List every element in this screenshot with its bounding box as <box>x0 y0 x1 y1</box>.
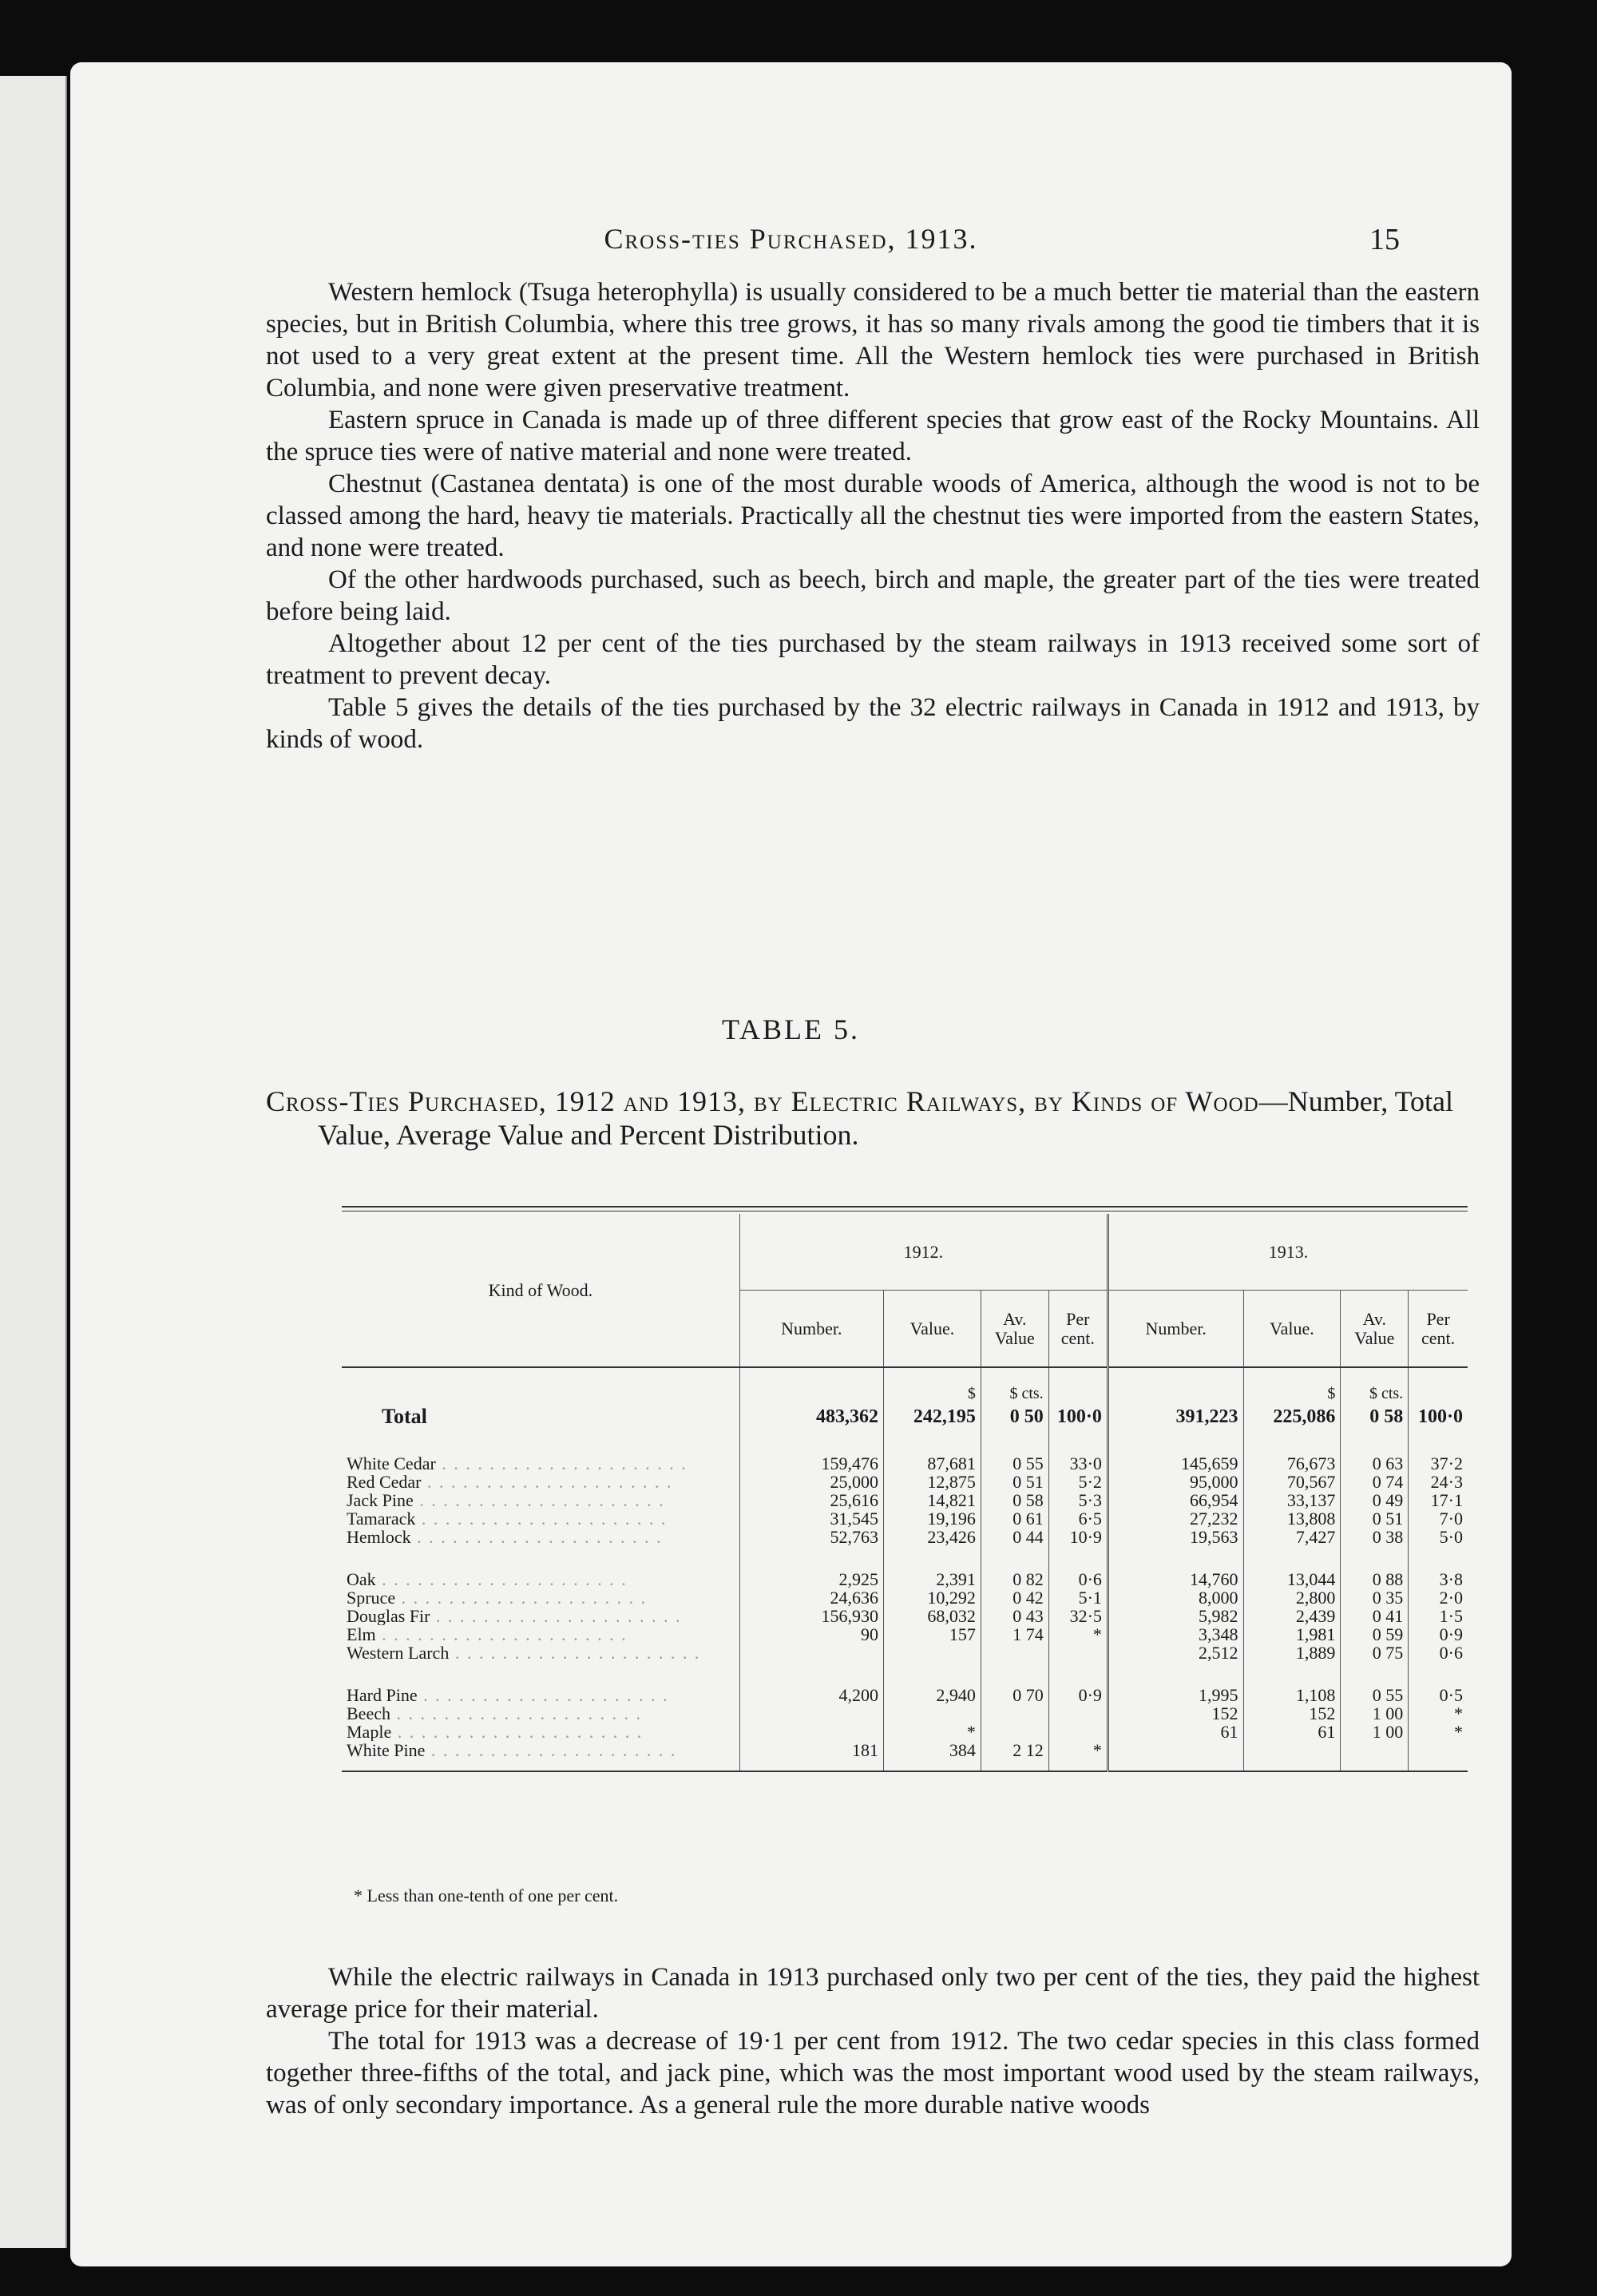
cell-pct-1912 <box>1048 1723 1108 1741</box>
bottom-cell <box>1341 1759 1409 1771</box>
cell-pct-1912: 0·9 <box>1048 1686 1108 1704</box>
units-blank <box>739 1367 883 1403</box>
cell-value-1912: 19,196 <box>883 1509 981 1528</box>
units-row <box>342 1367 1468 1403</box>
leader-dots: . . . . . . . . . . . . . . . . . . . . . <box>435 1454 688 1473</box>
bottom-cell <box>1048 1759 1108 1771</box>
total-label: Total <box>382 1405 427 1428</box>
kind-label: Elm <box>347 1625 376 1644</box>
cell-av-1912: 0 58 <box>981 1491 1048 1509</box>
cell-pct-1913: 0·5 <box>1409 1686 1468 1704</box>
cell-number-1913: 1,995 <box>1108 1686 1243 1704</box>
paragraph-treatment: Altogether about 12 per cent of the ties purchased by the steam railways in 1913 received some sort of treatment to prevent decay. <box>266 629 1480 690</box>
cell-pct-1912: 0·6 <box>1048 1570 1108 1588</box>
units-blank <box>1048 1367 1108 1403</box>
bottom-cell <box>1108 1759 1243 1771</box>
cell-value-1912: 87,681 <box>883 1454 981 1473</box>
cell-value-1913: 2,439 <box>1243 1607 1341 1625</box>
cell-value-1913: 13,044 <box>1243 1570 1341 1588</box>
cell-value-1912: 14,821 <box>883 1491 981 1509</box>
spacer-cell <box>981 1546 1048 1570</box>
cell-value-1913: 13,808 <box>1243 1509 1341 1528</box>
cell-pct-1913 <box>1409 1741 1468 1759</box>
col-per-cent-1913 <box>1409 1291 1468 1368</box>
spacer-cell <box>1341 1430 1409 1454</box>
col-av-value-1913 <box>1341 1291 1409 1368</box>
cent-label: cent. <box>1060 1327 1095 1348</box>
leader-dots: . . . . . . . . . . . . . . . . . . . . . <box>425 1741 677 1759</box>
group-spacer <box>342 1546 1468 1570</box>
kind-cell <box>342 1704 739 1723</box>
intro-text <box>266 276 1480 755</box>
bottom-cell <box>981 1759 1048 1771</box>
table-row <box>342 1491 1468 1509</box>
total-row <box>342 1403 1468 1430</box>
cell-number-1912: 2,925 <box>739 1570 883 1588</box>
units-blank <box>342 1367 739 1403</box>
table-caption <box>266 1085 1480 1152</box>
cell-number-1912: 181 <box>739 1741 883 1759</box>
spacer-cell <box>1341 1662 1409 1686</box>
unit-cts-1912: $ cts. <box>981 1367 1048 1403</box>
spacer-cell <box>1409 1546 1468 1570</box>
year-1913-header: 1913. <box>1108 1214 1468 1291</box>
kind-cell <box>342 1491 739 1509</box>
cell-pct-1912: 10·9 <box>1048 1528 1108 1546</box>
col-value-1913: Value. <box>1243 1291 1341 1368</box>
cell-number-1912: 31,545 <box>739 1509 883 1528</box>
closing-text <box>266 1961 1480 2121</box>
cell-value-1913: 76,673 <box>1243 1454 1341 1473</box>
table-row <box>342 1644 1468 1662</box>
cell-number-1912: 24,636 <box>739 1588 883 1607</box>
spacer-cell <box>1243 1430 1341 1454</box>
leader-dots: . . . . . . . . . . . . . . . . . . . . . <box>421 1473 673 1491</box>
cell-av-1913: 0 41 <box>1341 1607 1409 1625</box>
spacer-cell <box>981 1430 1048 1454</box>
cell-value-1912: 384 <box>883 1741 981 1759</box>
kind-label: Tamarack <box>347 1509 416 1528</box>
spacer-cell <box>883 1662 981 1686</box>
spacer-cell <box>981 1662 1048 1686</box>
cell-pct-1912: * <box>1048 1741 1108 1759</box>
cell-pct-1912: 5·1 <box>1048 1588 1108 1607</box>
cell-number-1912: 25,000 <box>739 1473 883 1491</box>
paragraph-western-hemlock: Western hemlock (Tsuga heterophylla) is usually considered to be a much better tie material than the eastern species, but in British Columbia, where this tree grows, it has so many rivals among the good tie timbers that it is not used to a very great extent at the present time. All the Western hemlock ties were purchased in British Columbia, and none were given preservative treatment. <box>266 278 1480 402</box>
paragraph-electric-price: While the electric railways in Canada in 1913 purchased only two per cent of the ties, they paid the highest average price for their material. <box>266 1963 1480 2024</box>
cell-number-1913: 145,659 <box>1108 1454 1243 1473</box>
cell-value-1913 <box>1243 1741 1341 1759</box>
table-row <box>342 1704 1468 1723</box>
kind-label: Jack Pine <box>347 1491 414 1509</box>
kind-cell <box>342 1588 739 1607</box>
cell-value-1913: 61 <box>1243 1723 1341 1741</box>
total-number-1912: 483,362 <box>739 1403 883 1430</box>
cell-pct-1913: 2·0 <box>1409 1588 1468 1607</box>
group-spacer <box>342 1662 1468 1686</box>
cell-number-1912 <box>739 1704 883 1723</box>
table-caption-text <box>266 1085 1480 1152</box>
cell-pct-1913: 0·9 <box>1409 1625 1468 1644</box>
kind-cell <box>342 1644 739 1662</box>
cell-value-1913: 1,889 <box>1243 1644 1341 1662</box>
cell-pct-1913: 0·6 <box>1409 1644 1468 1662</box>
kind-cell <box>342 1570 739 1588</box>
kind-cell <box>342 1723 739 1741</box>
total-pct-1913: 100·0 <box>1409 1403 1468 1430</box>
cell-pct-1913: 1·5 <box>1409 1607 1468 1625</box>
caption-rest: —Number, Total Value, Average Value and Percent Distribution. <box>318 1085 1454 1151</box>
table-row <box>342 1509 1468 1528</box>
cell-av-1912: 0 44 <box>981 1528 1048 1546</box>
kind-cell <box>342 1741 739 1759</box>
spacer-cell <box>342 1430 739 1454</box>
total-pct-1912: 100·0 <box>1048 1403 1108 1430</box>
kind-label: Hard Pine <box>347 1686 418 1704</box>
spacer-cell <box>1341 1546 1409 1570</box>
cell-value-1912: 2,391 <box>883 1570 981 1588</box>
col-av-value-1912 <box>981 1291 1048 1368</box>
bottom-cell <box>739 1759 883 1771</box>
cell-av-1912 <box>981 1644 1048 1662</box>
leader-dots: . . . . . . . . . . . . . . . . . . . . . <box>391 1723 644 1741</box>
ties-table <box>342 1214 1468 1772</box>
cell-pct-1913: 7·0 <box>1409 1509 1468 1528</box>
bottom-cell <box>1409 1759 1468 1771</box>
spacer-cell <box>1409 1430 1468 1454</box>
cell-number-1912: 25,616 <box>739 1491 883 1509</box>
spacer-cell <box>342 1662 739 1686</box>
table-row <box>342 1528 1468 1546</box>
cell-number-1912: 52,763 <box>739 1528 883 1546</box>
kind-of-wood-header: Kind of Wood. <box>488 1279 593 1300</box>
cent-label: cent. <box>1421 1327 1456 1348</box>
cell-av-1912: 0 61 <box>981 1509 1048 1528</box>
cell-pct-1912 <box>1048 1704 1108 1723</box>
cell-pct-1912: 5·3 <box>1048 1491 1108 1509</box>
per-label: Per <box>1066 1308 1090 1329</box>
total-av-1912: 0 50 <box>981 1403 1048 1430</box>
cell-av-1912: 0 70 <box>981 1686 1048 1704</box>
leader-dots: . . . . . . . . . . . . . . . . . . . . . <box>390 1704 642 1723</box>
bottom-cell <box>1243 1759 1341 1771</box>
cell-av-1912: 0 43 <box>981 1607 1048 1625</box>
table-footnote: * Less than one-tenth of one per cent. <box>354 1886 619 1905</box>
cell-value-1913: 2,800 <box>1243 1588 1341 1607</box>
cell-number-1912 <box>739 1644 883 1662</box>
cell-av-1912: 0 51 <box>981 1473 1048 1491</box>
table-header <box>342 1214 1468 1430</box>
cell-av-1913: 0 35 <box>1341 1588 1409 1607</box>
adjacent-page-edge <box>0 76 67 2248</box>
cell-pct-1912: 5·2 <box>1048 1473 1108 1491</box>
cell-value-1913: 152 <box>1243 1704 1341 1723</box>
kind-cell <box>342 1625 739 1644</box>
paragraph-eastern-spruce: Eastern spruce in Canada is made up of three different species that grow east of the Rocky Mountains. All the spruce ties were of native material and none were treated. <box>266 406 1480 466</box>
unit-dollar-1912: $ <box>883 1367 981 1403</box>
cell-number-1913: 8,000 <box>1108 1588 1243 1607</box>
total-value-1913: 225,086 <box>1243 1403 1341 1430</box>
cell-pct-1913: * <box>1409 1704 1468 1723</box>
table-row <box>342 1625 1468 1644</box>
cell-pct-1912: * <box>1048 1625 1108 1644</box>
table-bottom-rule <box>342 1759 1468 1771</box>
kind-label: Hemlock <box>347 1528 411 1546</box>
paragraph-chestnut: Chestnut (Castanea dentata) is one of the most durable woods of America, although the wood is not to be classed among the hard, heavy tie materials. Practically all the chestnut ties were imported from the eastern States, and none were treated. <box>266 470 1480 562</box>
cell-number-1913: 5,982 <box>1108 1607 1243 1625</box>
bottom-cell <box>342 1759 739 1771</box>
document-page <box>70 62 1512 2266</box>
leader-dots: . . . . . . . . . . . . . . . . . . . . . <box>413 1491 665 1509</box>
cell-number-1913: 14,760 <box>1108 1570 1243 1588</box>
cell-number-1913: 2,512 <box>1108 1644 1243 1662</box>
kind-label: Western Larch <box>347 1644 450 1662</box>
page-header <box>70 222 1512 262</box>
table-row <box>342 1723 1468 1741</box>
cell-number-1912: 159,476 <box>739 1454 883 1473</box>
cell-number-1912: 4,200 <box>739 1686 883 1704</box>
table-top-rule <box>342 1206 1468 1207</box>
leader-dots: . . . . . . . . . . . . . . . . . . . . . <box>375 1625 628 1644</box>
spacer-cell <box>739 1430 883 1454</box>
units-blank <box>1409 1367 1468 1403</box>
table-body <box>342 1430 1468 1771</box>
leader-dots: . . . . . . . . . . . . . . . . . . . . . <box>449 1644 701 1662</box>
col-value-1912: Value. <box>883 1291 981 1368</box>
leader-dots: . . . . . . . . . . . . . . . . . . . . . <box>415 1509 668 1528</box>
leader-dots: . . . . . . . . . . . . . . . . . . . . . <box>375 1570 628 1588</box>
cell-av-1913 <box>1341 1741 1409 1759</box>
total-value-1912: 242,195 <box>883 1403 981 1430</box>
units-blank <box>1108 1367 1243 1403</box>
spacer-cell <box>883 1546 981 1570</box>
cell-av-1913: 0 88 <box>1341 1570 1409 1588</box>
value-label: Value <box>1354 1327 1395 1348</box>
spacer-cell <box>1048 1546 1108 1570</box>
paragraph-other-hardwoods: Of the other hardwoods purchased, such as beech, birch and maple, the greater part of the ties were treated before being laid. <box>266 565 1480 626</box>
cell-av-1913: 0 55 <box>1341 1686 1409 1704</box>
cell-number-1912: 90 <box>739 1625 883 1644</box>
cell-pct-1912: 32·5 <box>1048 1607 1108 1625</box>
bottom-cell <box>883 1759 981 1771</box>
col-number-1912: Number. <box>739 1291 883 1368</box>
cell-number-1913: 152 <box>1108 1704 1243 1723</box>
kind-label: Spruce <box>347 1588 396 1607</box>
running-title: Cross-ties Purchased, 1913. <box>604 223 978 255</box>
cell-pct-1913: 17·1 <box>1409 1491 1468 1509</box>
leader-dots: . . . . . . . . . . . . . . . . . . . . . <box>410 1528 663 1546</box>
kind-cell <box>342 1454 739 1473</box>
cell-pct-1913: 37·2 <box>1409 1454 1468 1473</box>
spacer-cell <box>1108 1430 1243 1454</box>
cell-value-1912: 2,940 <box>883 1686 981 1704</box>
spacer-cell <box>1108 1662 1243 1686</box>
kind-label: Douglas Fir <box>347 1607 430 1625</box>
cell-value-1913: 1,981 <box>1243 1625 1341 1644</box>
kind-label: White Pine <box>347 1741 426 1759</box>
cell-av-1913: 0 74 <box>1341 1473 1409 1491</box>
spacer-cell <box>1048 1430 1108 1454</box>
cell-value-1913: 33,137 <box>1243 1491 1341 1509</box>
cell-number-1912 <box>739 1723 883 1741</box>
table-row <box>342 1473 1468 1491</box>
cell-pct-1913: 5·0 <box>1409 1528 1468 1546</box>
kind-cell <box>342 1509 739 1528</box>
kind-cell <box>342 1607 739 1625</box>
cell-av-1912: 0 82 <box>981 1570 1048 1588</box>
cell-number-1913 <box>1108 1741 1243 1759</box>
col-per-cent-1912 <box>1048 1291 1108 1368</box>
cell-av-1913: 1 00 <box>1341 1704 1409 1723</box>
spacer-cell <box>342 1546 739 1570</box>
cell-av-1913: 1 00 <box>1341 1723 1409 1741</box>
cell-av-1912: 1 74 <box>981 1625 1048 1644</box>
cell-av-1912: 0 42 <box>981 1588 1048 1607</box>
cell-value-1912: 12,875 <box>883 1473 981 1491</box>
kind-label: Maple <box>347 1723 392 1741</box>
table-row <box>342 1686 1468 1704</box>
total-number-1913: 391,223 <box>1108 1403 1243 1430</box>
cell-av-1912: 0 55 <box>981 1454 1048 1473</box>
cell-av-1913: 0 51 <box>1341 1509 1409 1528</box>
cell-pct-1913: * <box>1409 1723 1468 1741</box>
spacer-cell <box>1243 1662 1341 1686</box>
cell-value-1913: 1,108 <box>1243 1686 1341 1704</box>
table-title: TABLE 5. <box>721 1013 861 1045</box>
av-label: Av. <box>1003 1308 1027 1329</box>
cell-value-1912 <box>883 1644 981 1662</box>
paragraph-total-decrease: The total for 1913 was a decrease of 19·1 per cent from 1912. The two cedar species in this class formed together three-fifths of the total, and jack pine, which was the most important wood used by the steam railways, was of only secondary importance. As a general rule the more durable native woods <box>266 2027 1480 2120</box>
kind-cell <box>342 1686 739 1704</box>
kind-cell <box>342 1528 739 1546</box>
header-year-row <box>342 1214 1468 1291</box>
cell-value-1913: 70,567 <box>1243 1473 1341 1491</box>
kind-label: White Cedar <box>347 1454 436 1473</box>
cell-av-1912 <box>981 1704 1048 1723</box>
per-label: Per <box>1426 1308 1450 1329</box>
cell-av-1913: 0 38 <box>1341 1528 1409 1546</box>
cell-number-1913: 95,000 <box>1108 1473 1243 1491</box>
spacer-cell <box>883 1430 981 1454</box>
spacer-cell <box>1243 1546 1341 1570</box>
cell-value-1913: 7,427 <box>1243 1528 1341 1546</box>
table-row <box>342 1570 1468 1588</box>
cell-value-1912: * <box>883 1723 981 1741</box>
cell-pct-1912 <box>1048 1644 1108 1662</box>
spacer-cell <box>739 1546 883 1570</box>
cell-value-1912: 10,292 <box>883 1588 981 1607</box>
cell-av-1912 <box>981 1723 1048 1741</box>
paragraph-table-intro: Table 5 gives the details of the ties purchased by the 32 electric railways in Canada in 1912 and 1913, by kinds of wood. <box>266 693 1480 754</box>
table-row <box>342 1454 1468 1473</box>
group-spacer <box>342 1430 1468 1454</box>
table-row <box>342 1607 1468 1625</box>
cell-pct-1913: 24·3 <box>1409 1473 1468 1491</box>
spacer-cell <box>1409 1662 1468 1686</box>
cell-value-1912: 23,426 <box>883 1528 981 1546</box>
cell-number-1913: 3,348 <box>1108 1625 1243 1644</box>
cell-number-1913: 66,954 <box>1108 1491 1243 1509</box>
col-number-1913: Number. <box>1108 1291 1243 1368</box>
caption-smallcaps: Cross-Ties Purchased, 1912 and 1913, by Electric Railways, by Kinds of Wood <box>266 1085 1259 1117</box>
table-row <box>342 1741 1468 1759</box>
cell-number-1913: 61 <box>1108 1723 1243 1741</box>
unit-dollar-1913: $ <box>1243 1367 1341 1403</box>
kind-label: Oak <box>347 1570 376 1588</box>
leader-dots: . . . . . . . . . . . . . . . . . . . . . <box>417 1686 669 1704</box>
kind-cell <box>342 1473 739 1491</box>
spacer-cell <box>1108 1546 1243 1570</box>
cell-av-1913: 0 63 <box>1341 1454 1409 1473</box>
spacer-cell <box>739 1662 883 1686</box>
page-number: 15 <box>1369 223 1400 256</box>
cell-pct-1912: 33·0 <box>1048 1454 1108 1473</box>
av-label: Av. <box>1362 1308 1386 1329</box>
cell-number-1913: 19,563 <box>1108 1528 1243 1546</box>
leader-dots: . . . . . . . . . . . . . . . . . . . . . <box>395 1588 648 1607</box>
cell-av-1913: 0 49 <box>1341 1491 1409 1509</box>
table-row <box>342 1588 1468 1607</box>
cell-av-1913: 0 59 <box>1341 1625 1409 1644</box>
year-1912-header: 1912. <box>739 1214 1108 1291</box>
total-av-1913: 0 58 <box>1341 1403 1409 1430</box>
cell-pct-1912: 6·5 <box>1048 1509 1108 1528</box>
value-label: Value <box>994 1327 1035 1348</box>
cell-value-1912: 157 <box>883 1625 981 1644</box>
spacer-cell <box>1048 1662 1108 1686</box>
cell-value-1912: 68,032 <box>883 1607 981 1625</box>
leader-dots: . . . . . . . . . . . . . . . . . . . . . <box>430 1607 682 1625</box>
cell-number-1912: 156,930 <box>739 1607 883 1625</box>
cell-av-1912: 2 12 <box>981 1741 1048 1759</box>
cell-pct-1913: 3·8 <box>1409 1570 1468 1588</box>
kind-label: Red Cedar <box>347 1473 422 1491</box>
cell-av-1913: 0 75 <box>1341 1644 1409 1662</box>
unit-cts-1913: $ cts. <box>1341 1367 1409 1403</box>
kind-label: Beech <box>347 1704 390 1723</box>
cell-value-1912 <box>883 1704 981 1723</box>
cell-number-1913: 27,232 <box>1108 1509 1243 1528</box>
